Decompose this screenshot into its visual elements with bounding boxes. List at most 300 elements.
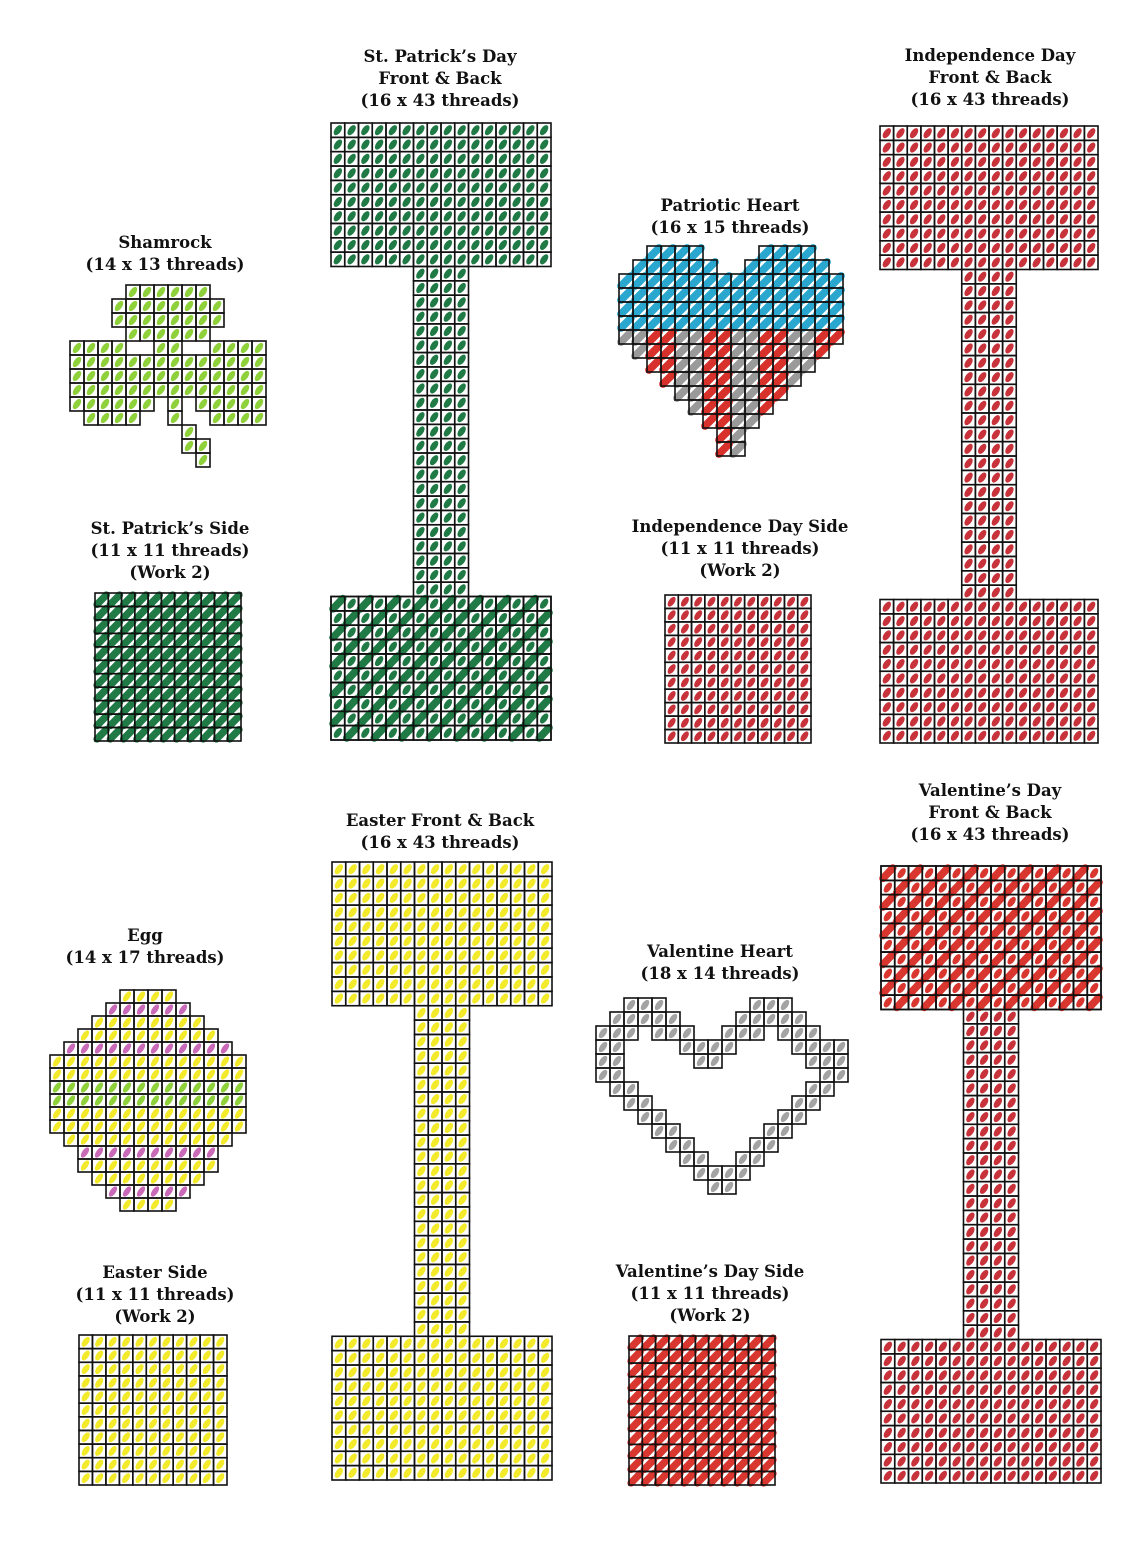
stitch (719, 332, 729, 342)
stitch (414, 310, 426, 323)
stitch (402, 1452, 414, 1465)
stitch (135, 1107, 146, 1120)
stitch (512, 1466, 524, 1479)
stitch (359, 181, 371, 194)
stitch (470, 978, 482, 991)
stitch (512, 1423, 524, 1436)
stitch (360, 1438, 372, 1451)
stitch (216, 676, 225, 685)
stitch (225, 411, 237, 424)
stitch (456, 138, 468, 151)
stitch (1004, 528, 1016, 541)
stitch (976, 428, 988, 441)
stitch (93, 1120, 104, 1133)
stitch (93, 1159, 104, 1172)
stitch (923, 981, 935, 994)
stitch (456, 655, 468, 668)
stitch (155, 327, 167, 340)
stitch (191, 1055, 202, 1068)
stitch (415, 877, 427, 890)
stitch (107, 1016, 118, 1029)
stitch (429, 1208, 441, 1221)
stitch (99, 397, 111, 410)
stitch (1004, 629, 1016, 642)
stitch (922, 715, 934, 728)
stitch (803, 290, 813, 300)
stitch (456, 525, 468, 538)
stitch (470, 1351, 482, 1364)
stitch (429, 1193, 441, 1206)
stitch (1058, 170, 1070, 183)
stitch (992, 1010, 1004, 1023)
stitch (992, 1211, 1004, 1224)
stitch (415, 1351, 427, 1364)
stitch (992, 1311, 1004, 1324)
stitch (525, 963, 537, 976)
stitch (525, 992, 537, 1005)
stitch (347, 1351, 359, 1364)
stitch (666, 649, 677, 662)
stitch (1031, 256, 1043, 269)
stitch (706, 595, 717, 608)
stitch (177, 1042, 188, 1055)
stitch (93, 1335, 104, 1348)
stitch (99, 411, 111, 424)
stitch (347, 728, 357, 738)
stitch (1004, 399, 1016, 412)
stitch (97, 730, 106, 739)
stitch (964, 1398, 976, 1411)
stitch (332, 669, 344, 682)
stitch (428, 497, 440, 510)
stitch (442, 525, 454, 538)
stitch (443, 1006, 455, 1019)
stitch (949, 715, 961, 728)
stitch (457, 1093, 469, 1106)
stitch (107, 1376, 118, 1389)
stitch (332, 611, 344, 624)
stitch (374, 1409, 386, 1422)
stitch (895, 227, 907, 240)
stitch (457, 906, 469, 919)
stitch (360, 1394, 372, 1407)
stitch (484, 1409, 496, 1422)
stitch (1031, 643, 1043, 656)
stitch (443, 1150, 455, 1163)
stitch (882, 1441, 894, 1454)
stitch (346, 195, 358, 208)
stitch (346, 224, 358, 237)
stitch (470, 1337, 482, 1350)
stitch (469, 124, 481, 137)
stitch (414, 583, 426, 596)
stitch (1085, 170, 1097, 183)
stitch (163, 662, 172, 671)
stitch (401, 152, 413, 165)
stitch (978, 1225, 990, 1238)
stitch (219, 1120, 230, 1133)
stitch (174, 1335, 185, 1348)
stitch (881, 658, 893, 671)
stitch (415, 1380, 427, 1393)
stitch (443, 1208, 455, 1221)
stitch (799, 663, 810, 676)
stitch (414, 339, 426, 352)
stitch (679, 595, 690, 608)
stitch (759, 609, 770, 622)
stitch (732, 622, 743, 635)
stitch (191, 1042, 202, 1055)
stitch (937, 996, 949, 1009)
stitch (935, 241, 947, 254)
stitch (428, 683, 440, 696)
stitch (79, 1146, 90, 1159)
stitch (1088, 895, 1100, 908)
stitch (525, 1423, 537, 1436)
stitch (649, 276, 659, 286)
stitch (799, 703, 810, 716)
stitch (693, 730, 704, 743)
stitch (456, 554, 468, 567)
stitch (201, 1458, 212, 1471)
stitch (1085, 629, 1097, 642)
stitch (1004, 658, 1016, 671)
stitch (881, 629, 893, 642)
stitch (976, 256, 988, 269)
stitch (149, 1159, 160, 1172)
stitch (799, 609, 810, 622)
stitch (978, 1125, 990, 1138)
stitch (388, 1337, 400, 1350)
stitch (1033, 981, 1045, 994)
stitch (359, 138, 371, 151)
stitch (443, 1279, 455, 1292)
stitch (150, 649, 159, 658)
stitch (1085, 715, 1097, 728)
stitch (990, 198, 1002, 211)
stitch (428, 195, 440, 208)
stitch (333, 920, 345, 933)
stitch (230, 730, 239, 739)
stitch (387, 181, 399, 194)
stitch (1004, 600, 1016, 613)
stitch (442, 238, 454, 251)
stitch (429, 1107, 441, 1120)
stitch (429, 891, 441, 904)
stitch (896, 1354, 908, 1367)
stitch (457, 1279, 469, 1292)
stitch (443, 1107, 455, 1120)
stitch (1019, 967, 1031, 980)
stitch (525, 891, 537, 904)
stitch (1085, 658, 1097, 671)
stitch (1019, 881, 1031, 894)
stitch (347, 963, 359, 976)
stitch (922, 600, 934, 613)
stitch (402, 1366, 414, 1379)
stitch (443, 963, 455, 976)
independence-front-back-chart (880, 126, 1098, 743)
stitch (498, 935, 510, 948)
stitch (134, 1349, 145, 1362)
stitch (360, 877, 372, 890)
stitch (759, 717, 770, 730)
stitch (79, 1159, 90, 1172)
stitch (896, 1469, 908, 1482)
stitch (677, 374, 687, 384)
stitch (895, 701, 907, 714)
stitch (121, 1185, 132, 1198)
stitch (201, 1349, 212, 1362)
stitch (1061, 1340, 1073, 1353)
stitch (1019, 1340, 1031, 1353)
stitch (1044, 198, 1056, 211)
stitch (1017, 643, 1029, 656)
stitch (1017, 600, 1029, 613)
stitch (414, 468, 426, 481)
stitch (197, 285, 209, 298)
stitch (387, 611, 399, 624)
stitch (415, 1438, 427, 1451)
stitch (346, 167, 358, 180)
stitch (387, 124, 399, 137)
stitch (881, 184, 893, 197)
stitch (976, 385, 988, 398)
stitch (719, 388, 729, 398)
stitch (85, 411, 97, 424)
stitch (1017, 155, 1029, 168)
stitch (483, 683, 495, 696)
stitch (163, 1159, 174, 1172)
stitch (457, 1107, 469, 1120)
stitch (388, 920, 400, 933)
stitch (457, 1035, 469, 1048)
stitch (949, 198, 961, 211)
stitch (456, 253, 468, 266)
stitch (1006, 1283, 1018, 1296)
stitch (990, 586, 1002, 599)
stitch (881, 141, 893, 154)
stitch (935, 658, 947, 671)
stitch (470, 1380, 482, 1393)
stitch (442, 497, 454, 510)
stitch (978, 1182, 990, 1195)
stitch (107, 1472, 118, 1485)
stitch (1019, 1369, 1031, 1382)
stitch (732, 609, 743, 622)
stitch (1006, 1096, 1018, 1109)
stitch (705, 360, 715, 370)
stitch (163, 716, 172, 725)
stitch (414, 368, 426, 381)
stitch (51, 1081, 62, 1094)
stitch (512, 963, 524, 976)
stitch (992, 1297, 1004, 1310)
stitch (498, 1366, 510, 1379)
stitch (197, 383, 209, 396)
stitch (990, 629, 1002, 642)
stitch (93, 1472, 104, 1485)
stitch (964, 881, 976, 894)
stitch (80, 1472, 91, 1485)
stitch (177, 622, 186, 631)
egg-chart-grid (50, 990, 246, 1211)
stitch (163, 1146, 174, 1159)
stitch (992, 1168, 1004, 1181)
stitch (706, 649, 717, 662)
stitch (538, 210, 550, 223)
stitch (415, 1222, 427, 1235)
stitch (512, 699, 522, 709)
stitch (951, 1469, 963, 1482)
stitch (457, 1323, 469, 1336)
stitch (746, 730, 757, 743)
stitch (211, 383, 223, 396)
stitch (1004, 672, 1016, 685)
stitch (107, 1404, 118, 1417)
stitch (93, 1172, 104, 1185)
stitch (414, 167, 426, 180)
stitch (456, 325, 468, 338)
stitch (992, 967, 1004, 980)
stitch (922, 701, 934, 714)
stitch (470, 1423, 482, 1436)
stitch (177, 1120, 188, 1133)
stitch (881, 686, 893, 699)
stitch (387, 138, 399, 151)
stitch (414, 425, 426, 438)
stitch (134, 1431, 145, 1444)
stitch (215, 1390, 226, 1403)
stitch (666, 595, 677, 608)
stitch (442, 568, 454, 581)
stitch (197, 453, 209, 466)
stitch (978, 1053, 990, 1066)
stitch (429, 863, 441, 876)
stitch (705, 346, 715, 356)
stitch (484, 1337, 496, 1350)
stitch (621, 332, 631, 342)
stitch (484, 935, 496, 948)
stitch (511, 224, 523, 237)
stitch (457, 1136, 469, 1149)
stitch (935, 701, 947, 714)
stitch (992, 1254, 1004, 1267)
stitch (963, 227, 975, 240)
stitch (484, 1394, 496, 1407)
stitch (677, 346, 687, 356)
stitch (177, 1185, 188, 1198)
stitch (483, 167, 495, 180)
stitch (747, 374, 757, 384)
stitch (373, 138, 385, 151)
stitch (679, 636, 690, 649)
stitch (374, 891, 386, 904)
stitch (498, 949, 510, 962)
stitch (785, 636, 796, 649)
stitch (79, 1042, 90, 1055)
stitch (733, 318, 743, 328)
stitch (137, 608, 146, 617)
stitch (789, 346, 799, 356)
stitch (1085, 256, 1097, 269)
stitch (772, 676, 783, 689)
stitch (147, 1445, 158, 1458)
stitch (1044, 227, 1056, 240)
stitch (746, 690, 757, 703)
stitch (456, 497, 468, 510)
stitch (388, 656, 398, 666)
stitch (215, 1335, 226, 1348)
stitch (483, 195, 495, 208)
stitch (135, 1094, 146, 1107)
stitch (511, 195, 523, 208)
stitch (388, 1351, 400, 1364)
stitch (895, 615, 907, 628)
stitch (526, 627, 536, 637)
stitch (733, 290, 743, 300)
stitch (663, 332, 673, 342)
stitch (1006, 1068, 1018, 1081)
stitch (1074, 938, 1086, 951)
stitch (772, 622, 783, 635)
stitch (456, 310, 468, 323)
stitch (978, 1441, 990, 1454)
stitch (1047, 1398, 1059, 1411)
stitch (346, 152, 358, 165)
stitch (239, 397, 251, 410)
stitch (785, 622, 796, 635)
stitch (414, 611, 426, 624)
stitch (470, 1366, 482, 1379)
stitch (107, 1081, 118, 1094)
stitch (205, 1055, 216, 1068)
stitch (374, 906, 386, 919)
stitch (177, 703, 186, 712)
stitch (677, 360, 687, 370)
stitch (511, 253, 523, 266)
stitch (333, 863, 345, 876)
stitch (1047, 1383, 1059, 1396)
stitch (428, 583, 440, 596)
stitch (442, 726, 454, 739)
stitch (949, 141, 961, 154)
stitch (511, 210, 523, 223)
stitch (93, 1016, 104, 1029)
stitch (538, 224, 550, 237)
stitch (387, 152, 399, 165)
stitch (990, 399, 1002, 412)
stitch (457, 992, 469, 1005)
stitch (347, 642, 357, 652)
stitch (746, 622, 757, 635)
stitch (428, 511, 440, 524)
stitch (1072, 729, 1084, 742)
stitch (775, 304, 785, 314)
stitch (512, 1409, 524, 1422)
stitch (85, 369, 97, 382)
stitch (1058, 198, 1070, 211)
stitch (526, 599, 536, 609)
stitch (163, 1003, 174, 1016)
stitch (963, 299, 975, 312)
stitch (233, 1094, 244, 1107)
stitch (1004, 198, 1016, 211)
stitch (705, 318, 715, 328)
stitch (190, 730, 199, 739)
stitch (990, 729, 1002, 742)
stitch (415, 949, 427, 962)
